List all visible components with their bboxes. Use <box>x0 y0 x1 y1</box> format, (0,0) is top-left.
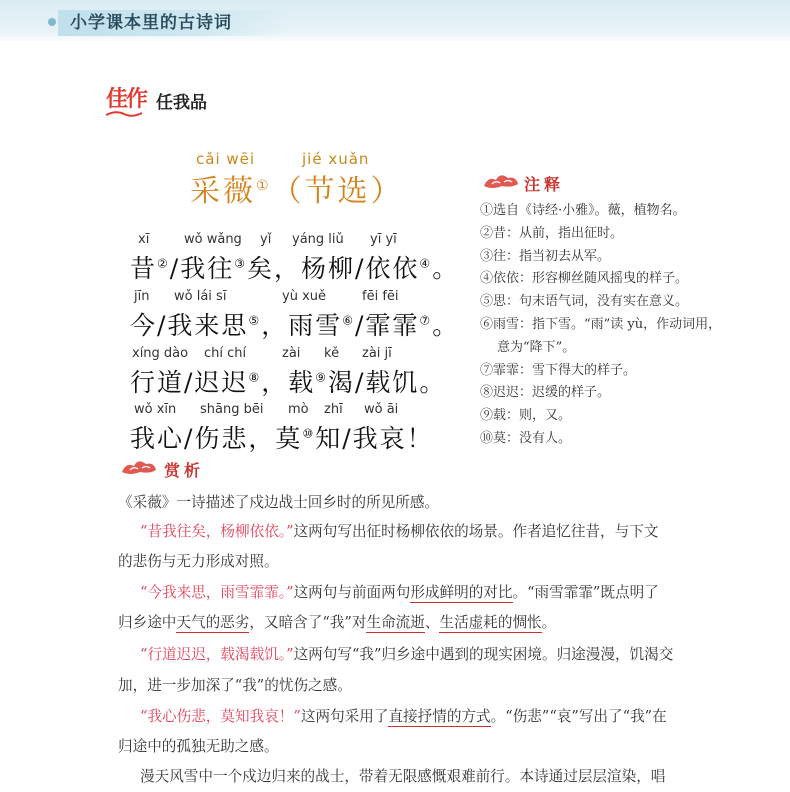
appreciation-para-4-cont: 加，进一步加深了“我”的忧伤之感。 <box>118 677 352 694</box>
line-pinyin: kě <box>324 346 340 361</box>
line-pinyin: chí chí <box>204 346 247 361</box>
line-text: 我心/伤悲，莫⑩知/我哀！ <box>130 424 434 453</box>
header-dot <box>48 18 56 26</box>
line-pinyin: xī <box>138 232 150 247</box>
line-text: 行道/迟迟⑧，载⑨渴/载饥。 <box>130 368 447 397</box>
line-text: 昔②/我往③矣，杨柳/依依④。 <box>130 254 460 283</box>
line-pinyin: yǐ <box>260 232 272 247</box>
appreciation-para-5-cont: 归途中的孤独无助之感。 <box>118 738 279 755</box>
title-pinyin-1: cǎi wēi <box>196 150 256 168</box>
line-pinyin: zài <box>282 346 301 361</box>
line-pinyin: mò <box>288 402 309 417</box>
note-item: ①选自《诗经·小雅》。薇，植物名。 <box>480 203 686 218</box>
cloud-icon <box>120 458 160 478</box>
note-item: ③往：指当初去从军。 <box>480 248 611 264</box>
swirl-icon <box>104 110 144 118</box>
line-pinyin: shāng bēi <box>200 402 264 417</box>
line-pinyin: yáng liǔ <box>292 232 344 247</box>
line-pinyin: wǒ āi <box>364 402 399 417</box>
line-pinyin: zài jī <box>362 346 392 361</box>
line-pinyin: jīn <box>134 289 150 304</box>
note-item: ⑤思：句末语气词，没有实在意义。 <box>480 294 689 310</box>
line-text: 今/我来思⑤，雨雪⑥/霏霏⑦。 <box>130 311 460 340</box>
title-pinyin-2: jié xuǎn <box>302 150 370 168</box>
badge-logo: 佳作 <box>106 80 152 120</box>
section-badge <box>106 80 224 120</box>
appreciation-para-5: “我心伤悲，莫知我哀！”这两句采用了直接抒情的方式。“伤悲”“哀”写出了“我”在 <box>140 708 667 725</box>
line-pinyin: wǒ xīn <box>134 402 177 417</box>
note-item: ⑥雨雪：指下雪。“雨”读 yù，作动词用， <box>480 316 722 332</box>
appreciation-heading: 赏析 <box>120 456 240 482</box>
line-pinyin: zhī <box>324 402 343 417</box>
appreciation-para-2: “昔我往矣，杨柳依依。”这两句写出征时杨柳依依的场景。作者追忆往昔，与下文 <box>140 523 659 540</box>
appreciation-para-6: 漫天风雪中一个戍边归来的战士，带着无限感慨艰难前行。本诗通过层层渲染，唱 <box>140 768 666 785</box>
book-title: 小学课本里的古诗词 <box>58 10 290 36</box>
section-label: 任我品 <box>156 93 207 113</box>
line-pinyin: xíng dào <box>132 346 189 361</box>
poem-title: 采薇①（节选） <box>190 174 404 209</box>
note-item: ⑩莫：没有人。 <box>480 430 572 446</box>
note-item: ⑨载：则，又。 <box>480 408 572 424</box>
appreciation-para-4: “行道迟迟，载渴载饥。”这两句写“我”归乡途中遇到的现实困境。归途漫漫，饥渴交 <box>140 646 674 663</box>
line-pinyin: fēi fēi <box>362 289 399 304</box>
note-item: ⑦霏霏：雪下得大的样子。 <box>480 362 637 378</box>
note-item: ②昔：从前，指出征时。 <box>480 225 624 241</box>
appreciation-para-2-cont: 的悲伤与无力形成对照。 <box>118 553 279 570</box>
appreciation-para-1: 《采薇》一诗描述了戍边战士回乡时的所见所感。 <box>118 494 440 511</box>
note-item: ④依依：形容柳丝随风摇曳的样子。 <box>480 271 689 287</box>
cloud-icon <box>482 172 522 192</box>
line-pinyin: yù xuě <box>282 289 326 304</box>
notes-heading: 注释 <box>482 170 602 196</box>
note-item: 意为“降下”。 <box>497 339 576 355</box>
line-pinyin: yī yī <box>370 232 397 247</box>
notes-list <box>480 200 770 451</box>
appreciation-para-3-cont: 归乡途中天气的恶劣，又暗含了“我”对生命流逝、生活虚耗的惆怅。 <box>118 614 557 631</box>
line-pinyin: wǒ wǎng <box>184 232 242 247</box>
note-item: ⑧迟迟：迟缓的样子。 <box>480 385 611 401</box>
line-pinyin: wǒ lái sī <box>174 289 227 304</box>
appreciation-para-3: “今我来思，雨雪霏霏。”这两句与前面两句形成鲜明的对比。“雨雪霏霏”既点明了 <box>140 584 659 601</box>
